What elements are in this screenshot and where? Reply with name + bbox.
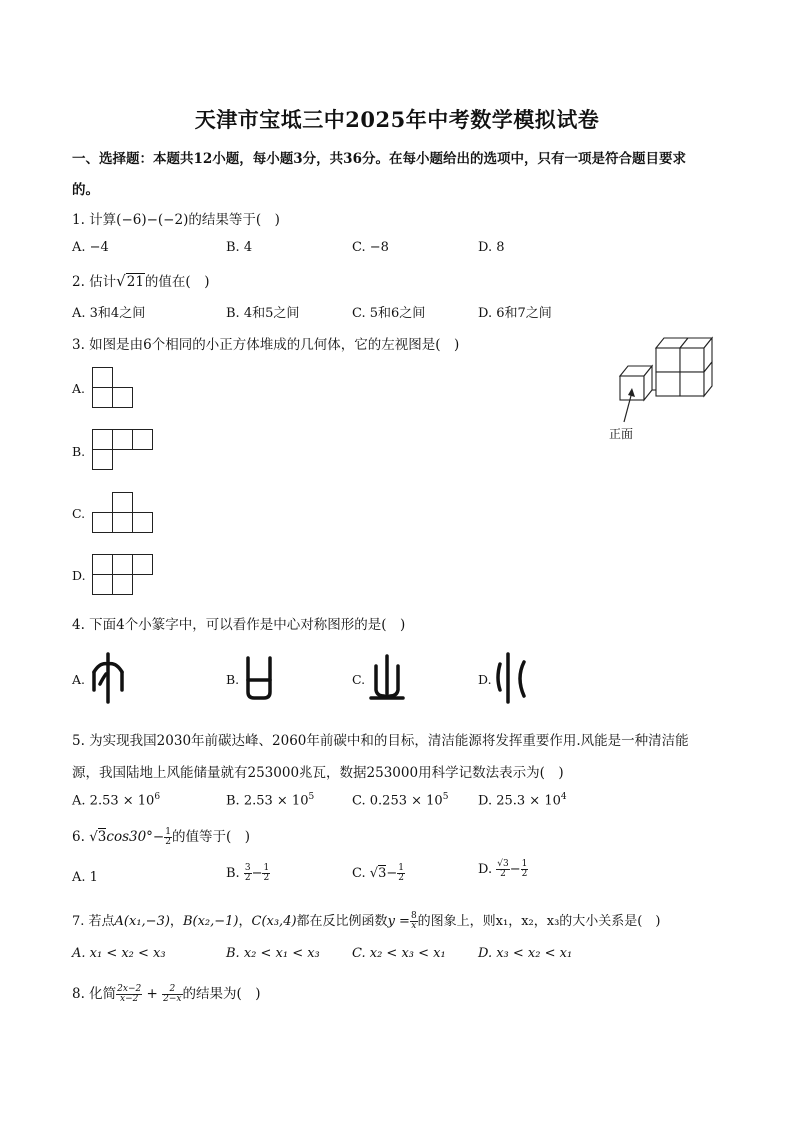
q6-half-fraction: $\frac{1}{2}$ (165, 827, 171, 847)
q4-option-b-label: B. (226, 672, 240, 687)
q2-option-c: C. 5和6之间 (352, 306, 426, 321)
q6-option-c: C. √3− $\frac{1}{2}$ (352, 863, 404, 883)
q2-option-b: B. 4和5之间 (226, 306, 300, 321)
q1-option-d: D. 8 (478, 240, 505, 255)
q2-option-d: D. 6和7之间 (478, 306, 552, 321)
q1-option-c: C. −8 (352, 240, 389, 255)
q2-stem-pre: 2. 估计 (72, 274, 117, 290)
question-5-stem: 5. 为实现我国2030年前碳达峰、2060年前碳中和的目标，清洁能源将发挥重要作用.风能是一种清洁能 (72, 733, 689, 749)
q3-option-c-label: C. (72, 506, 86, 521)
sqrt-sign: √ (116, 272, 126, 290)
q6-option-a: A. 1 (72, 870, 98, 885)
q5-option-c: C. $0.253 \times 10^5$ (352, 792, 449, 809)
question-8-stem: 8. 化简 $\frac{2x-2}{x-2}$ + $\frac{2}{2-x}$ 的结果为( ) (72, 984, 261, 1004)
q4-option-a-label: A. (72, 672, 86, 687)
question-4-stem: 4. 下面4个小篆字中，可以看作是中心对称图形的是( ) (72, 617, 406, 633)
q6-option-b: B. $\frac{3}{2}$ − $\frac{1}{2}$ (226, 863, 270, 883)
question-6-stem: 6. √3cos30°− $\frac{1}{2}$ 的值等于( ) (72, 827, 251, 847)
q1-option-a: A. −4 (72, 240, 109, 255)
q7-option-d: D. x₃ < x₂ < x₁ (478, 946, 573, 961)
q4-option-d-label: D. (478, 672, 492, 687)
q4-option-d-glyph (494, 650, 534, 706)
q7-option-a: A. x₁ < x₂ < x₃ (72, 946, 166, 961)
q7-option-c: C. x₂ < x₃ < x₁ (352, 946, 446, 961)
question-2-stem (72, 270, 209, 290)
q3-option-a-label: A. (72, 381, 86, 396)
q3-option-b-label: B. (72, 444, 86, 459)
q1-option-b: B. 4 (226, 240, 253, 255)
q3-option-b-figure (92, 429, 154, 471)
page-title: 天津市宝坻三中2025年中考数学模拟试卷 (194, 107, 600, 132)
q2-option-a: A. 3和4之间 (72, 306, 146, 321)
question-3-stem: 3. 如图是由6个相同的小正方体堆成的几何体，它的左视图是( ) (72, 337, 460, 353)
q4-option-b-glyph (244, 652, 274, 704)
q4-option-c-glyph (368, 652, 406, 704)
q5-option-b: B. $2.53 \times 10^5$ (226, 792, 315, 809)
question-1-stem: 1. 计算(−6)−(−2)的结果等于( ) (72, 212, 280, 228)
q4-option-c-label: C. (352, 672, 366, 687)
q3-option-d-figure (92, 554, 154, 596)
q4-option-a-glyph (90, 650, 126, 706)
q3-option-a-figure (92, 367, 134, 409)
question-5-stem-cont: 源，我国陆地上风能储量就有253000兆瓦，数据253000用科学记数法表示为( ) (72, 765, 564, 781)
q3-figure-caption: 正面 (609, 427, 634, 441)
q2-stem-post: 的值在( ) (144, 274, 210, 290)
q2-radicand: 21 (126, 274, 144, 290)
q7-option-b: B. x₂ < x₁ < x₃ (226, 946, 320, 961)
q6-option-d: D. $\frac{√3}{2}$ − $\frac{1}{2}$ (478, 859, 528, 879)
section-heading-cont: 的。 (72, 182, 99, 198)
q3-option-d-label: D. (72, 568, 86, 583)
question-7-stem: 7. 若点A(x₁,−3)，B(x₂,−1)，C(x₃,4)都在反比例函数y = $\frac{8}{x}$ 的图象上，则x₁，x₂，x₃的大小关系是( ) (72, 911, 661, 931)
section-heading: 一、选择题：本题共12小题，每小题3分，共36分。在每小题给出的选项中，只有一项是符合题目要求 (72, 151, 686, 167)
q5-option-d: D. $25.3 \times 10^4$ (478, 792, 567, 809)
q3-option-c-figure (92, 492, 154, 534)
q5-option-a: A. $2.53 \times 10^6$ (72, 792, 161, 809)
